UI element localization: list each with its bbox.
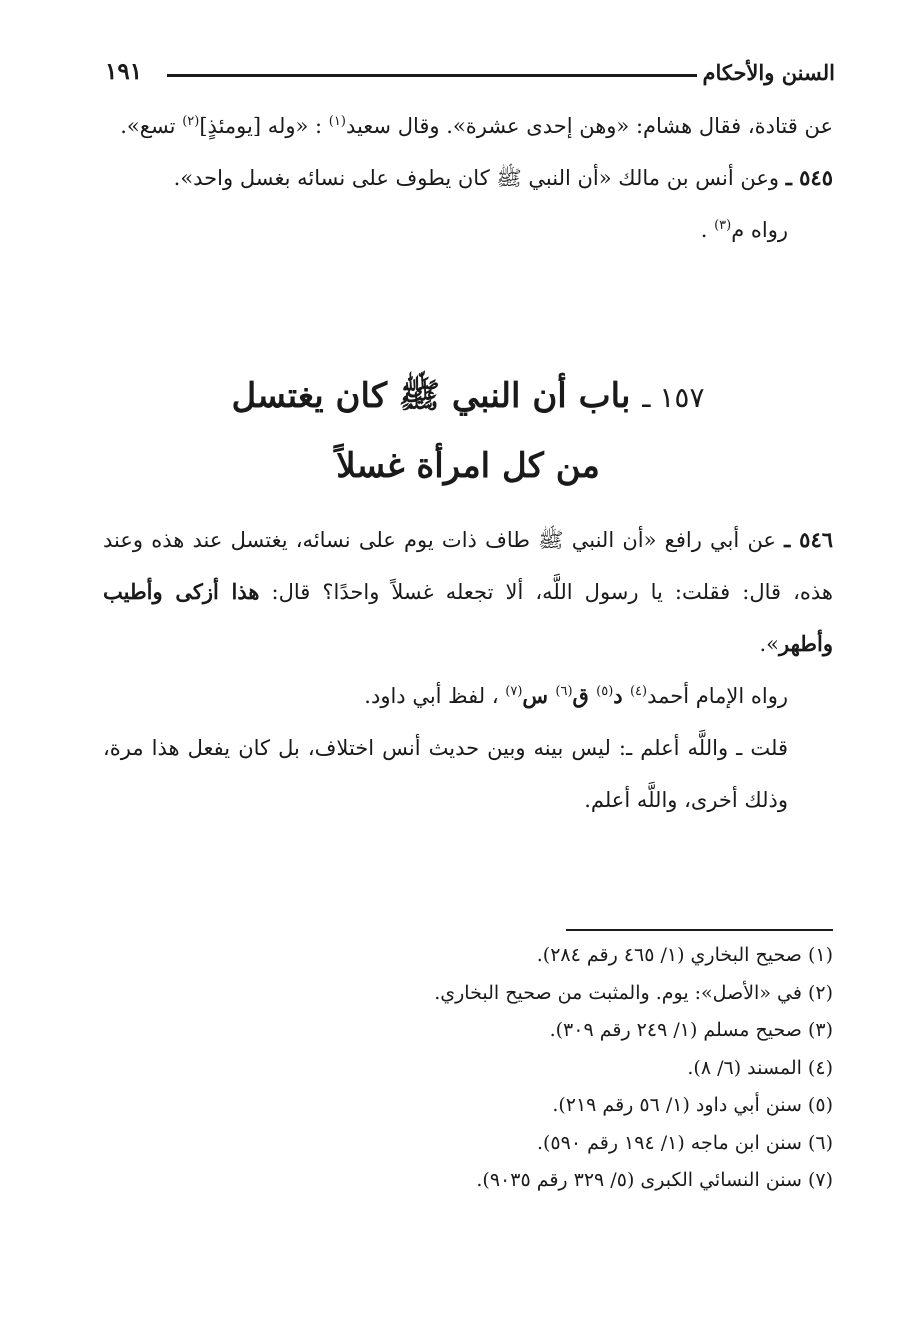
top-text-block <box>103 100 833 256</box>
footnote-ref: (٢) <box>182 114 200 129</box>
hadith-545 <box>103 152 833 204</box>
header-rule <box>167 74 697 77</box>
hadith-546: ٥٤٦ ـ عن أبي رافع «أن النبي ﷺ طاف ذات يوم على نسائه، يغتسل عند هذه وعند هذه، قال: فقلت: يا رسول اللَّه، ألا تجعله غسلاً واحدًا؟ قال: هذا أزكى وأطيب وأطهر». <box>103 527 834 656</box>
hadith-number: ٥٤٦ ـ <box>784 527 834 552</box>
author-comment: قلت ـ واللَّه أعلم ـ: ليس بينه وبين حديث أنس اختلاف، بل كان يفعل هذا مرة، وذلك أخرى، واللَّه أعلم. <box>103 736 788 812</box>
footnote: (٥) سنن أبي داود (١/ ٥٦ رقم ٢١٩). <box>552 1094 833 1116</box>
footnote: (٢) في «الأصل»: يوم. والمثبت من صحيح البخاري. <box>434 981 833 1004</box>
hadith-text: وعن أنس بن مالك «أن النبي ﷺ كان يطوف على نسائه بغسل واحد». <box>173 166 786 190</box>
footnote-ref: (١) <box>328 114 346 129</box>
footnote: (١) صحيح البخاري (١/ ٤٦٥ رقم ٢٨٤). <box>536 944 833 966</box>
page-header <box>105 58 835 98</box>
hadith-546-source: رواه الإمام أحمد$^{(٤)}$ د$^{(٥)}$ ق$^{(٦)}$ س$^{(٧)}$ ، لفظ أبي داود. <box>364 683 788 708</box>
hadith-number: ٥٤٥ ـ <box>785 165 833 190</box>
footnote-ref: (٣) <box>714 218 732 233</box>
footnote-ref: (٦) <box>555 684 573 699</box>
footnote: (٦) سنن ابن ماجه (١/ ١٩٤ رقم ٥٩٠). <box>536 1131 833 1154</box>
hadith-text: عن أبي رافع «أن النبي ﷺ طاف ذات يوم على نسائه، يغتسل عند هذه وعند هذه، قال: فقلت: يا رسول اللَّه، ألا تجعله غسلاً واحدًا؟ قال: <box>103 528 833 604</box>
footnotes <box>103 937 833 1200</box>
chapter-number: ١٥٧ ـ <box>642 381 705 414</box>
footnote-rule <box>566 929 833 931</box>
footnote-ref: (٥) <box>596 684 614 699</box>
footnote: (٤) المسند (٦/ ٨). <box>687 1056 833 1079</box>
paragraph-continuation: عن قتادة، فقال هشام: «وهن إحدى عشرة». وقال سعيد$^{(١)}$ : «وله [يومئذٍ]$^{(٢)}$ تسع». <box>120 114 833 138</box>
chapter-heading-line1: ١٥٧ ـ باب أن النبي ﷺ كان يغتسل <box>231 376 705 416</box>
footnote-ref: (٧) <box>505 684 523 699</box>
hadith-546-block <box>103 514 833 826</box>
footnote: (٣) صحيح مسلم (١/ ٢٤٩ رقم ٣٠٩). <box>549 1019 833 1041</box>
running-title: السنن والأحكام <box>702 60 835 85</box>
footnote: (٧) سنن النسائي الكبرى (٥/ ٣٢٩ رقم ٩٠٣٥). <box>476 1169 833 1191</box>
chapter-heading <box>103 362 833 500</box>
chapter-heading-line2: من كل امرأة غسلاً <box>336 446 600 486</box>
hadith-545-source: رواه م$^{(٣)}$ . <box>700 218 788 242</box>
hadith-bold-phrase: هذا أزكى وأطيب وأطهر <box>103 579 833 656</box>
footnote-ref: (٤) <box>629 684 648 699</box>
page-number: ١٩١ <box>105 58 143 85</box>
